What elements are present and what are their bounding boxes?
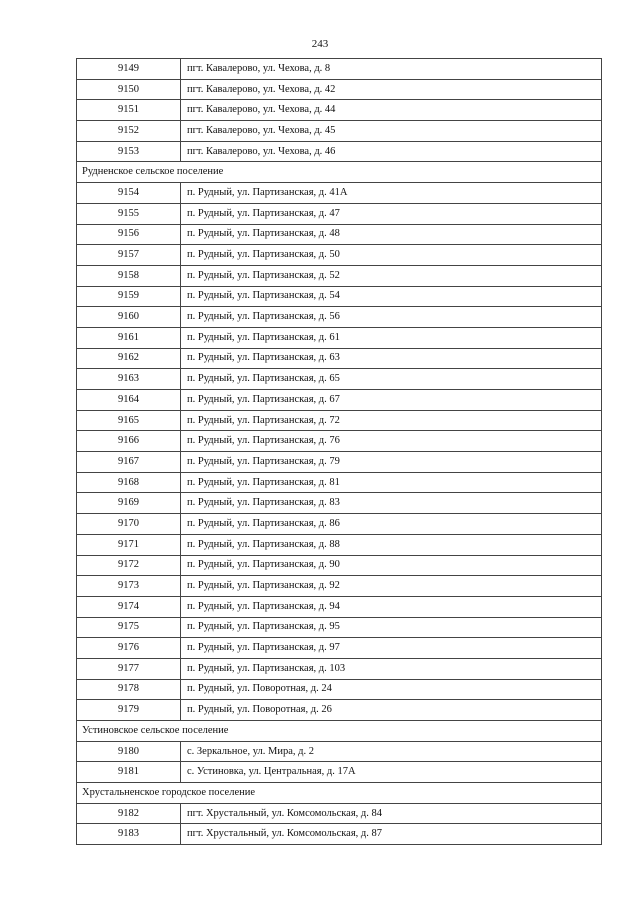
row-number: 9150 xyxy=(77,79,181,100)
row-address: пгт. Кавалерово, ул. Чехова, д. 46 xyxy=(181,141,602,162)
row-address: п. Рудный, ул. Партизанская, д. 72 xyxy=(181,410,602,431)
row-address: пгт. Кавалерово, ул. Чехова, д. 8 xyxy=(181,59,602,80)
row-address: пгт. Кавалерово, ул. Чехова, д. 44 xyxy=(181,100,602,121)
table-row xyxy=(77,638,602,659)
row-number: 9154 xyxy=(77,183,181,204)
row-number: 9155 xyxy=(77,203,181,224)
row-address: п. Рудный, ул. Партизанская, д. 83 xyxy=(181,493,602,514)
section-header-row xyxy=(77,783,602,804)
row-number: 9162 xyxy=(77,348,181,369)
row-address: п. Рудный, ул. Партизанская, д. 94 xyxy=(181,596,602,617)
row-number: 9183 xyxy=(77,824,181,845)
section-title: Рудненское сельское поселение xyxy=(77,162,602,183)
row-number: 9168 xyxy=(77,472,181,493)
table-row xyxy=(77,472,602,493)
row-address: п. Рудный, ул. Поворотная, д. 26 xyxy=(181,700,602,721)
row-address: п. Рудный, ул. Партизанская, д. 97 xyxy=(181,638,602,659)
row-number: 9170 xyxy=(77,514,181,535)
row-number: 9172 xyxy=(77,555,181,576)
row-address: п. Рудный, ул. Партизанская, д. 95 xyxy=(181,617,602,638)
row-number: 9158 xyxy=(77,265,181,286)
row-number: 9163 xyxy=(77,369,181,390)
row-address: п. Рудный, ул. Партизанская, д. 61 xyxy=(181,327,602,348)
row-address: п. Рудный, ул. Партизанская, д. 41А xyxy=(181,183,602,204)
table-row xyxy=(77,100,602,121)
row-number: 9180 xyxy=(77,741,181,762)
row-address: п. Рудный, ул. Партизанская, д. 88 xyxy=(181,534,602,555)
row-number: 9156 xyxy=(77,224,181,245)
row-number: 9149 xyxy=(77,59,181,80)
table-row xyxy=(77,410,602,431)
table-row xyxy=(77,307,602,328)
row-number: 9165 xyxy=(77,410,181,431)
row-address: п. Рудный, ул. Партизанская, д. 76 xyxy=(181,431,602,452)
row-number: 9169 xyxy=(77,493,181,514)
row-number: 9166 xyxy=(77,431,181,452)
row-number: 9164 xyxy=(77,390,181,411)
table-row xyxy=(77,700,602,721)
row-address: п. Рудный, ул. Партизанская, д. 103 xyxy=(181,658,602,679)
row-address: п. Рудный, ул. Партизанская, д. 92 xyxy=(181,576,602,597)
row-number: 9167 xyxy=(77,452,181,473)
section-header-row xyxy=(77,162,602,183)
row-number: 9152 xyxy=(77,121,181,142)
section-header-row xyxy=(77,721,602,742)
row-number: 9151 xyxy=(77,100,181,121)
row-number: 9182 xyxy=(77,803,181,824)
table-row xyxy=(77,576,602,597)
table-row xyxy=(77,121,602,142)
table-row xyxy=(77,741,602,762)
address-table xyxy=(76,58,602,845)
table-row xyxy=(77,203,602,224)
table-row xyxy=(77,617,602,638)
row-number: 9176 xyxy=(77,638,181,659)
row-number: 9181 xyxy=(77,762,181,783)
table-row xyxy=(77,59,602,80)
table-row xyxy=(77,286,602,307)
row-address: п. Рудный, ул. Партизанская, д. 47 xyxy=(181,203,602,224)
row-address: с. Устиновка, ул. Центральная, д. 17А xyxy=(181,762,602,783)
row-number: 9178 xyxy=(77,679,181,700)
row-address: п. Рудный, ул. Партизанская, д. 81 xyxy=(181,472,602,493)
row-address: п. Рудный, ул. Партизанская, д. 48 xyxy=(181,224,602,245)
row-address: п. Рудный, ул. Партизанская, д. 52 xyxy=(181,265,602,286)
row-address: п. Рудный, ул. Партизанская, д. 56 xyxy=(181,307,602,328)
row-address: п. Рудный, ул. Партизанская, д. 50 xyxy=(181,245,602,266)
row-number: 9153 xyxy=(77,141,181,162)
table-row xyxy=(77,762,602,783)
table-row xyxy=(77,224,602,245)
table-row xyxy=(77,658,602,679)
page-number: 243 xyxy=(311,38,329,50)
table-row xyxy=(77,390,602,411)
table-row xyxy=(77,245,602,266)
table-row xyxy=(77,431,602,452)
row-number: 9173 xyxy=(77,576,181,597)
row-address: п. Рудный, ул. Поворотная, д. 24 xyxy=(181,679,602,700)
row-address: п. Рудный, ул. Партизанская, д. 67 xyxy=(181,390,602,411)
table-row xyxy=(77,493,602,514)
table-row xyxy=(77,803,602,824)
table-row xyxy=(77,265,602,286)
address-table-body xyxy=(77,59,602,845)
table-row xyxy=(77,183,602,204)
row-number: 9157 xyxy=(77,245,181,266)
row-address: п. Рудный, ул. Партизанская, д. 79 xyxy=(181,452,602,473)
row-number: 9175 xyxy=(77,617,181,638)
table-row xyxy=(77,141,602,162)
section-title: Хрустальненское городское поселение xyxy=(77,783,602,804)
row-number: 9161 xyxy=(77,327,181,348)
table-row xyxy=(77,327,602,348)
table-row xyxy=(77,824,602,845)
row-address: пгт. Кавалерово, ул. Чехова, д. 45 xyxy=(181,121,602,142)
row-number: 9160 xyxy=(77,307,181,328)
row-address: с. Зеркальное, ул. Мира, д. 2 xyxy=(181,741,602,762)
table-row xyxy=(77,534,602,555)
row-address: п. Рудный, ул. Партизанская, д. 54 xyxy=(181,286,602,307)
section-title: Устиновское сельское поселение xyxy=(77,721,602,742)
row-address: пгт. Хрустальный, ул. Комсомольская, д. 87 xyxy=(181,824,602,845)
row-number: 9171 xyxy=(77,534,181,555)
row-address: пгт. Хрустальный, ул. Комсомольская, д. 84 xyxy=(181,803,602,824)
table-row xyxy=(77,679,602,700)
table-row xyxy=(77,79,602,100)
row-address: п. Рудный, ул. Партизанская, д. 86 xyxy=(181,514,602,535)
row-number: 9177 xyxy=(77,658,181,679)
row-address: п. Рудный, ул. Партизанская, д. 63 xyxy=(181,348,602,369)
table-row xyxy=(77,452,602,473)
row-address: п. Рудный, ул. Партизанская, д. 65 xyxy=(181,369,602,390)
row-address: пгт. Кавалерово, ул. Чехова, д. 42 xyxy=(181,79,602,100)
row-number: 9179 xyxy=(77,700,181,721)
table-row xyxy=(77,555,602,576)
row-number: 9159 xyxy=(77,286,181,307)
table-row xyxy=(77,348,602,369)
row-address: п. Рудный, ул. Партизанская, д. 90 xyxy=(181,555,602,576)
table-row xyxy=(77,514,602,535)
row-number: 9174 xyxy=(77,596,181,617)
table-row xyxy=(77,596,602,617)
table-row xyxy=(77,369,602,390)
